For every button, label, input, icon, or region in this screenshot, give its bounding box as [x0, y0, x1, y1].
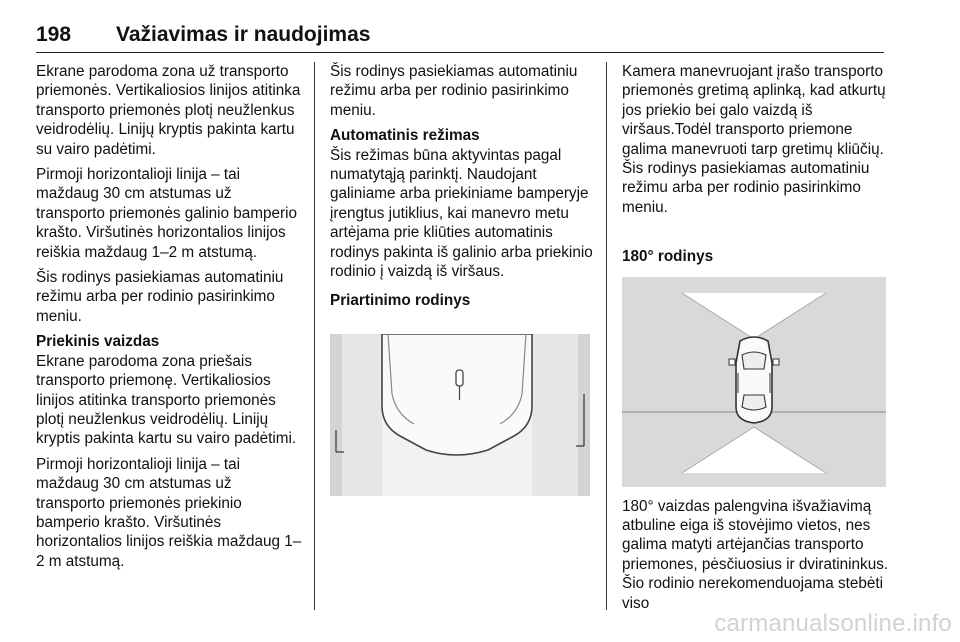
watermark: carmanualsonline.info — [714, 610, 952, 637]
column-2 — [330, 62, 595, 496]
front-view-heading: Priekinis vaizdas — [36, 333, 160, 351]
front-view-description: Ekrane parodoma zona priešais transporto priemonę. Vertikaliosios linijos atitinka transporto priemonės plotį neužlenkus veidrodėlių. Linijų kryptis pakinta kartu su vairo padėtimi. — [36, 352, 297, 448]
auto-mode-heading: Automatinis režimas — [330, 127, 480, 145]
column-3 — [622, 62, 890, 619]
approach-view-illustration — [330, 334, 590, 496]
rear-view-description: Ekrane parodoma zona už transporto priemonės. Vertikaliosios linijos atitinka transporto priemonės plotį neužlenkus veidrodėlių. Linijų kryptis pakinta kartu su vairo padėtimi. — [36, 63, 301, 158]
rear-view-lines-description: Pirmoji horizontalioji linija – tai maždaug 30 cm atstumas už transporto priemonės galinio bamperio krašto. Viršutinės horizontalios linijos reiškia maždaug 1–2 m atstumą. — [36, 166, 298, 261]
page-title: Važiavimas ir naudojimas — [116, 23, 371, 46]
top-view-description: Kamera manevruojant įrašo transporto priemonės gretimą aplinką, kad atkurtų jos priekio bei galo vaizdą iš viršaus.Todėl transporto priemone galima manevruoti tarp gretimų kliūčių. Šis rodinys pasiekiamas automatiniu režimu arba per rodinio pasirinkimo meniu. — [622, 63, 886, 216]
auto-mode-description: Šis režimas būna aktyvintas pagal numatytąją parinktį. Naudojant galiniame arba priekiniame bamperyje įrengtus jutiklius, kai manevro metu artėjama prie kliūties automatinis rodinys pakinta iš galinio arba priekinio rodinio į vaizdą iš viršaus. — [330, 146, 593, 281]
column-divider-2 — [606, 62, 607, 610]
front-view-lines-description: Pirmoji horizontalioji linija – tai maždaug 30 cm atstumas už transporto priemonės priekinio bamperio krašto. Viršutinės horizontalios linijos reiškia maždaug 1–2 m atstumą. — [36, 455, 302, 570]
view-180-heading: 180° rodinys — [622, 248, 714, 266]
page-header — [36, 18, 884, 53]
rear-view-availability: Šis rodinys pasiekiamas automatiniu režimu arba per rodinio pasirinkimo meniu. — [36, 269, 284, 325]
availability-text: Šis rodinys pasiekiamas automatiniu režimu arba per rodinio pasirinkimo meniu. — [330, 63, 578, 119]
column-divider-1 — [314, 62, 315, 610]
column-1 — [36, 62, 304, 577]
view-180-description: 180° vaizdas palengvina išvažiavimą atbuline eiga iš stovėjimo vietos, nes galima matyti artėjančias transporto priemones, pėsčiuosius ir dviratininkus. Šio rodinio nerekomenduojama stebėti viso — [622, 497, 889, 612]
approach-view-heading: Priartinimo rodinys — [330, 292, 471, 310]
page-number: 198 — [36, 23, 72, 46]
view-180-illustration — [622, 277, 886, 487]
